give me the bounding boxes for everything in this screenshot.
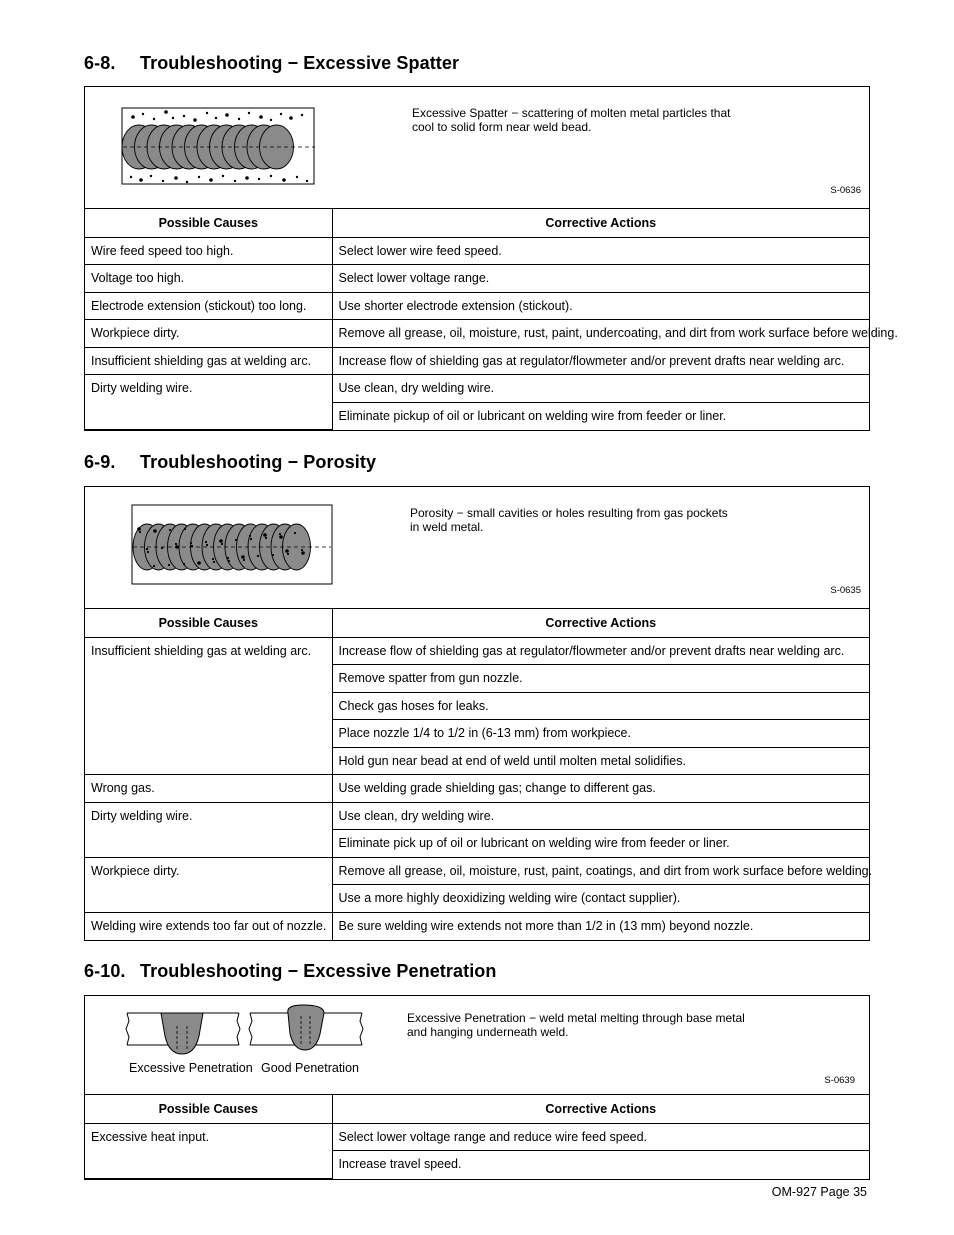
penetration-description: Excessive Penetration − weld metal melting through base metal and hanging underneath weld.: [407, 1011, 745, 1039]
porosity-hole: [301, 549, 303, 551]
porosity-hole: [137, 527, 141, 531]
porosity-hole: [241, 555, 245, 559]
action-cell: Increase travel speed.: [332, 1151, 869, 1179]
porosity-hole: [272, 554, 274, 556]
porosity-hole: [228, 560, 230, 562]
cause-cell: Voltage too high.: [85, 265, 332, 293]
spatter-particle: [186, 181, 188, 183]
spatter-particle: [270, 175, 272, 177]
table-row: [85, 347, 869, 375]
header-corrective-actions: Corrective Actions: [332, 609, 869, 637]
action-cell: Select lower voltage range and reduce wire feed speed.: [332, 1123, 869, 1151]
header-possible-causes: Possible Causes: [85, 609, 332, 637]
table-row: [85, 265, 869, 293]
excessive-penetration-illustration: [125, 1010, 241, 1058]
porosity-hole: [184, 528, 186, 530]
porosity-hole: [212, 558, 214, 560]
porosity-box: [84, 486, 873, 941]
porosity-description: Porosity − small cavities or holes resulting from gas pockets in weld metal.: [410, 506, 728, 534]
table-header-row: [85, 209, 869, 237]
spatter-particle: [142, 113, 144, 115]
porosity-hole: [175, 545, 179, 549]
porosity-hole: [205, 541, 207, 543]
porosity-hole: [279, 535, 283, 539]
porosity-hole: [235, 539, 237, 541]
section-title-penetration: 6-10. Troubleshooting − Excessive Penetration: [84, 961, 497, 981]
porosity-hole: [183, 563, 185, 565]
penetration-table: [85, 1095, 869, 1179]
action-cell: Remove all grease, oil, moisture, rust, paint, coatings, and dirt from work surface before welding.: [332, 857, 869, 885]
action-cell: Use welding grade shielding gas; change to different gas.: [332, 775, 869, 803]
spatter-particle: [172, 117, 174, 119]
porosity-hole: [146, 548, 148, 550]
porosity-figure: [85, 487, 869, 609]
cause-cell: Insufficient shielding gas at welding arc.: [85, 637, 332, 775]
spatter-particle: [248, 112, 250, 114]
cause-cell: Excessive heat input.: [85, 1123, 332, 1178]
table-header-row: [85, 1095, 869, 1123]
spatter-particle: [306, 180, 308, 182]
spatter-particle: [258, 178, 260, 180]
cause-cell: Dirty welding wire.: [85, 375, 332, 430]
spatter-particle: [150, 175, 152, 177]
spatter-particle: [296, 176, 298, 178]
porosity-hole: [153, 565, 155, 567]
spatter-particle: [280, 113, 282, 115]
porosity-hole: [169, 529, 171, 531]
action-cell: Increase flow of shielding gas at regulator/flowmeter and/or prevent drafts near welding arc.: [332, 637, 869, 665]
spatter-particle: [198, 176, 200, 178]
action-cell: Remove spatter from gun nozzle.: [332, 665, 869, 693]
header-corrective-actions: Corrective Actions: [332, 209, 869, 237]
spatter-particle: [162, 180, 164, 182]
porosity-hole: [206, 544, 208, 546]
table-row: [85, 857, 869, 885]
spatter-particle: [206, 112, 208, 114]
spatter-particle: [139, 178, 143, 182]
good-penetration-illustration: [248, 1004, 364, 1058]
spatter-particle: [193, 118, 197, 122]
action-cell: Remove all grease, oil, moisture, rust, paint, undercoating, and dirt from work surface before welding.: [332, 320, 869, 348]
spatter-particle: [215, 117, 217, 119]
porosity-hole: [243, 559, 245, 561]
spatter-particle: [259, 115, 263, 119]
spatter-particle: [130, 176, 132, 178]
porosity-hole: [279, 533, 281, 535]
spatter-particle: [209, 178, 213, 182]
cause-cell: Insufficient shielding gas at welding arc.: [85, 347, 332, 375]
spatter-particle: [222, 175, 224, 177]
header-possible-causes: Possible Causes: [85, 1095, 332, 1123]
cause-cell: Welding wire extends too far out of nozzle.: [85, 912, 332, 940]
porosity-hole: [257, 555, 259, 557]
porosity-hole: [301, 551, 305, 555]
porosity-hole: [175, 543, 177, 545]
spatter-particle: [131, 115, 135, 119]
porosity-hole: [263, 533, 267, 537]
porosity-hole: [219, 539, 223, 543]
action-cell: Eliminate pickup of oil or lubricant on welding wire from feeder or liner.: [332, 402, 869, 430]
porosity-hole: [191, 545, 193, 547]
cause-cell: Electrode extension (stickout) too long.: [85, 292, 332, 320]
penetration-figure: [85, 996, 869, 1095]
action-cell: Use clean, dry welding wire.: [332, 802, 869, 830]
spatter-particle: [164, 110, 168, 114]
table-row: [85, 912, 869, 940]
action-cell: Check gas hoses for leaks.: [332, 692, 869, 720]
cause-cell: Wrong gas.: [85, 775, 332, 803]
table-row: [85, 775, 869, 803]
section-title-spatter: 6-8. Troubleshooting − Excessive Spatter: [84, 53, 460, 73]
spatter-particle: [238, 118, 240, 120]
porosity-hole: [190, 542, 192, 544]
porosity-hole: [153, 529, 157, 533]
table-header-row: [85, 609, 869, 637]
table-row: [85, 375, 869, 403]
table-row: [85, 802, 869, 830]
action-cell: Use shorter electrode extension (stickout).: [332, 292, 869, 320]
spatter-particle: [234, 180, 236, 182]
cause-cell: Workpiece dirty.: [85, 857, 332, 912]
spatter-particle: [282, 178, 286, 182]
action-cell: Increase flow of shielding gas at regulator/flowmeter and/or prevent drafts near welding arc.: [332, 347, 869, 375]
spatter-table: [85, 209, 898, 430]
action-cell: Place nozzle 1/4 to 1/2 in (6-13 mm) from workpiece.: [332, 720, 869, 748]
porosity-hole: [139, 531, 141, 533]
excessive-penetration-label: Excessive Penetration: [129, 1061, 253, 1075]
penetration-box: [84, 995, 870, 1180]
porosity-hole: [197, 561, 201, 565]
spatter-particle: [225, 113, 229, 117]
action-cell: Hold gun near bead at end of weld until molten metal solidifies.: [332, 747, 869, 775]
table-row: [85, 1123, 869, 1151]
spatter-description: Excessive Spatter − scattering of molten metal particles that cool to solid form near weld bead.: [412, 106, 731, 134]
good-penetration-label: Good Penetration: [261, 1061, 359, 1075]
page-footer: OM-927 Page 35: [771, 1185, 867, 1199]
porosity-hole: [227, 557, 229, 559]
action-cell: Be sure welding wire extends not more than 1/2 in (13 mm) beyond nozzle.: [332, 912, 869, 940]
porosity-table: [85, 609, 873, 940]
spatter-particle: [245, 176, 249, 180]
spatter-particle: [183, 115, 185, 117]
section-title-porosity: 6-9. Troubleshooting − Porosity: [84, 452, 377, 472]
spatter-particle: [270, 119, 272, 121]
spatter-weld-illustration: [121, 107, 317, 185]
header-possible-causes: Possible Causes: [85, 209, 332, 237]
spatter-particle: [174, 176, 178, 180]
action-cell: Eliminate pick up of oil or lubricant on welding wire from feeder or liner.: [332, 830, 869, 858]
action-cell: Select lower voltage range.: [332, 265, 869, 293]
porosity-hole: [294, 532, 296, 534]
spatter-figure: [85, 87, 869, 209]
porosity-hole: [287, 553, 289, 555]
porosity-hole: [221, 543, 223, 545]
cause-cell: Workpiece dirty.: [85, 320, 332, 348]
figure-code: S-0635: [830, 585, 861, 596]
spatter-particle: [289, 116, 293, 120]
porosity-hole: [285, 549, 289, 553]
cause-cell: Dirty welding wire.: [85, 802, 332, 857]
spatter-box: [84, 86, 898, 431]
figure-code: S-0639: [824, 1075, 855, 1086]
porosity-hole: [265, 537, 267, 539]
porosity-hole: [147, 551, 149, 553]
header-corrective-actions: Corrective Actions: [332, 1095, 869, 1123]
porosity-hole: [213, 561, 215, 563]
porosity-weld-illustration: [131, 504, 335, 586]
porosity-hole: [250, 538, 252, 540]
spatter-particle: [153, 118, 155, 120]
table-row: [85, 320, 869, 348]
porosity-hole: [168, 564, 170, 566]
action-cell: Select lower wire feed speed.: [332, 237, 869, 265]
table-row: [85, 237, 869, 265]
action-cell: Use a more highly deoxidizing welding wire (contact supplier).: [332, 885, 869, 913]
porosity-hole: [249, 535, 251, 537]
table-row: [85, 292, 869, 320]
cause-cell: Wire feed speed too high.: [85, 237, 332, 265]
figure-code: S-0636: [830, 185, 861, 196]
spatter-particle: [301, 114, 303, 116]
action-cell: Use clean, dry welding wire.: [332, 375, 869, 403]
porosity-hole: [161, 547, 163, 549]
table-row: [85, 637, 869, 665]
